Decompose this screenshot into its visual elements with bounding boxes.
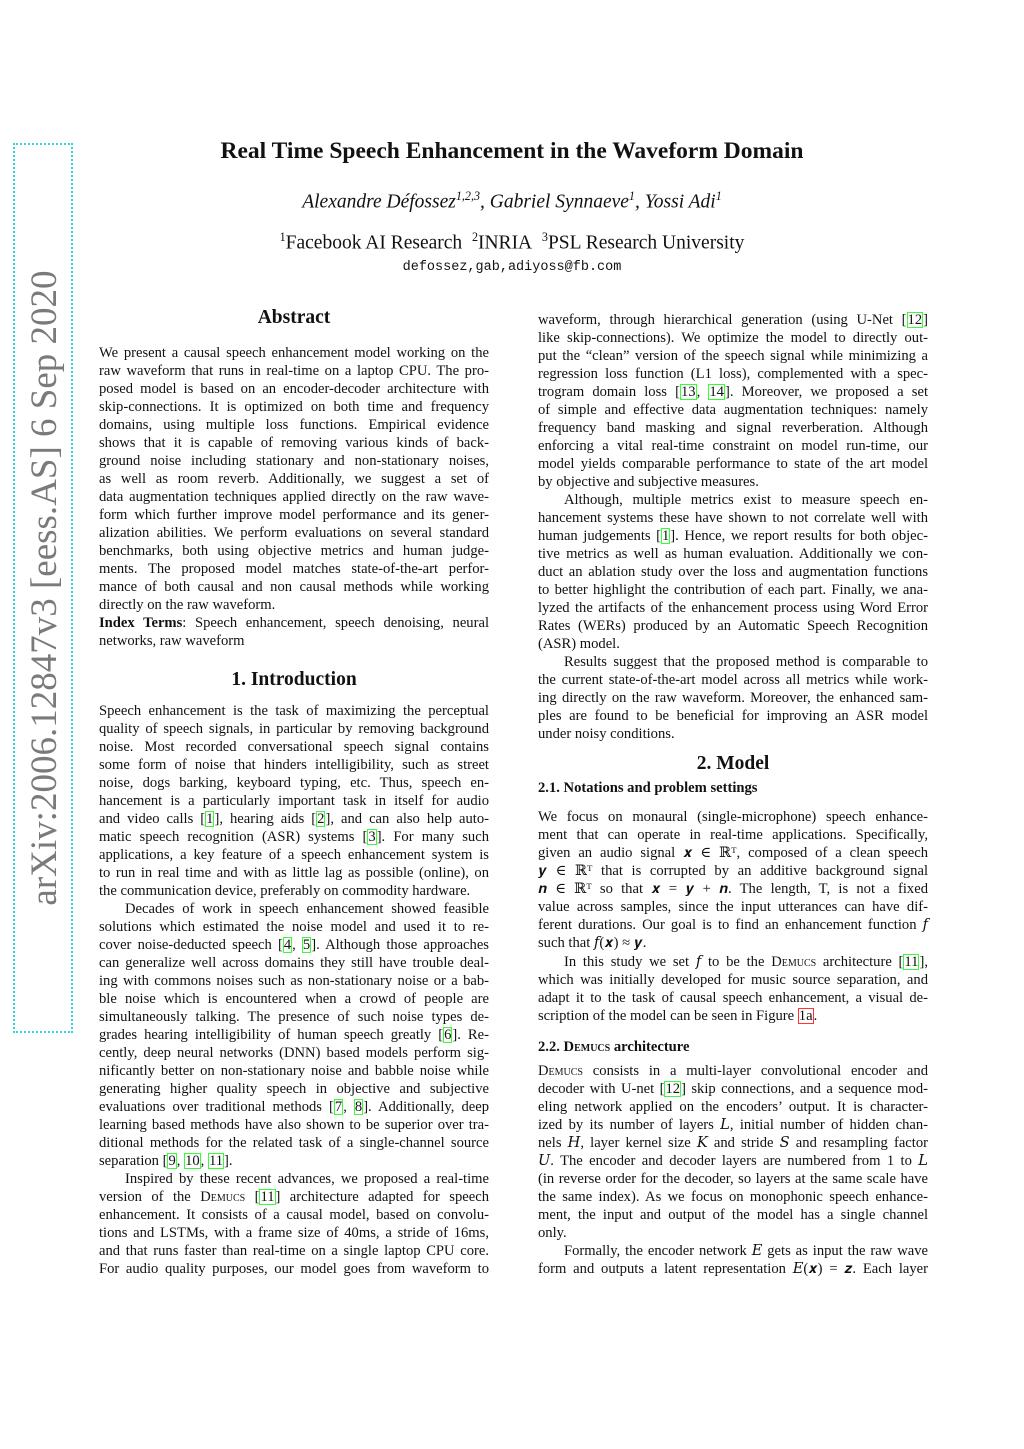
paragraph [538, 953, 928, 1025]
text-line: put the “clean” version of the speech signal while minimizing a [538, 348, 928, 364]
text-line: under noisy conditions. [538, 726, 675, 742]
text-line: skip-connections. It is optimized on both time and frequency [99, 399, 489, 415]
paragraph [99, 900, 489, 1170]
text-line: frequency band masking and signal reverberation. Although [538, 420, 928, 436]
text-line: tions and LSTMs, with a frame size of 40ms, a stride of 16ms, [99, 1225, 489, 1241]
text-line: of simple and effective data augmentation techniques: namely [538, 402, 928, 418]
text-line: the communication device, preferably on commodity hardware. [99, 883, 471, 899]
citation-link[interactable]: 12 [665, 1081, 681, 1097]
affiliation-name: Facebook AI Research [285, 232, 463, 254]
text-line: duct an ablation study over the loss and augmentation functions [538, 564, 928, 580]
text-line: We present a causal speech enhancement model working on the [99, 345, 489, 361]
text-line: Formally, the encoder network 𝐸 gets as input the raw wave [564, 1243, 928, 1259]
text-line: generating higher quality speech in objective and subjective [99, 1081, 489, 1097]
paragraph [538, 1242, 928, 1278]
text-line: noise. Most recorded conversational speech signal contains [99, 739, 489, 755]
text-line: 𝒏 ∈ ℝᵀ so that 𝒙 = 𝒚 + 𝒏. The length, T, is not a fixed [538, 881, 928, 897]
index-terms-label: Index Terms [99, 615, 183, 631]
text-line: posed model is based on an encoder-decoder architecture with [99, 381, 489, 397]
author-list: Alexandre Défossez$^{1,2,3}$, Gabriel Synnaeve$^1$, Yossi Adi$^1$ [302, 189, 722, 213]
text-line: nels 𝐻, layer kernel size 𝐾 and stride 𝑆 and resampling factor [538, 1135, 928, 1151]
citation-link[interactable]: 2 [317, 811, 325, 827]
text-line: adapt it to the task of causal speech enhancement, a visual de- [538, 990, 928, 1006]
text-line: and video calls [1], hearing aids [2], and can also help auto- [99, 811, 489, 827]
text-line: We focus on monaural (single-microphone) speech enhance- [538, 809, 928, 825]
text-line: to run in real time and with as little lag as possible (online), on [99, 865, 489, 881]
text-line: version of the Demucs [11] architecture adapted for speech [99, 1189, 489, 1205]
model-heading: 2. Model [696, 753, 770, 774]
citation-link[interactable]: 8 [354, 1099, 363, 1115]
text-line: alization abilities. We perform evaluations on several standard [99, 525, 489, 541]
text-line: human judgements [1]. Hence, we report results for both objec- [538, 528, 928, 544]
citation-link[interactable]: 11 [208, 1153, 224, 1169]
paragraph [99, 702, 489, 900]
author-affiliation-mark: 1 [715, 189, 722, 203]
text-line: separation [9, 10, 11]. [99, 1153, 233, 1169]
text-line: the current state-of-the-art model across all metrics while work- [538, 672, 928, 688]
text-line: waveform, through hierarchical generation (using U-Net [12] [538, 312, 928, 328]
citation-link[interactable]: 11 [904, 954, 919, 970]
abstract-heading: Abstract [257, 307, 331, 328]
text-line: trogram domain loss [13, 14]. Moreover, we proposed a set [538, 384, 929, 400]
text-line: value across samples, since the input utterances can have dif- [538, 899, 928, 915]
text-line: decoder with U-net [12] skip connections, and a sequence mod- [538, 1081, 928, 1097]
text-line: Demucs consists in a multi-layer convolutional encoder and [538, 1063, 928, 1079]
text-line: (ASR) model. [538, 636, 620, 652]
arxiv-identifier-stamp: arXiv:2006.12847v3 [eess.AS] 6 Sep 2020 [13, 143, 73, 1033]
affiliation-name: INRIA [477, 232, 533, 254]
affiliation-number: 2 [471, 230, 478, 244]
citation-link[interactable]: 12 [907, 312, 923, 328]
text-line: eling network applied on the encoders’ output. It is character- [538, 1099, 928, 1115]
author-emails: defossez,gab,adiyoss@fb.com [402, 260, 622, 275]
text-line: model yields comparable performance to state of the art model [538, 456, 928, 472]
citation-link[interactable]: 11 [260, 1189, 275, 1205]
text-line: like skip-connections). We optimize the model to directly out- [538, 330, 928, 346]
citation-link[interactable]: 1 [661, 528, 670, 544]
text-line: and that runs faster than real-time on a single laptop CPU core. [99, 1243, 489, 1259]
text-line: cently, deep neural networks (DNN) based models perform sig- [99, 1045, 489, 1061]
text-line: data augmentation techniques applied directly on the raw wave- [99, 489, 489, 505]
text-line: Inspired by these recent advances, we proposed a real-time [125, 1171, 489, 1187]
text-line: enforcing a vital real-time constraint on model run-time, our [538, 438, 928, 454]
citation-link[interactable]: 7 [334, 1099, 343, 1115]
text-line: domains, using multiple loss functions. Empirical evidence [99, 417, 489, 433]
text-line: ples are found to be beneficial for improving an ASR model [538, 708, 928, 724]
text-line: hancement systems these have shown to not correlate well with [538, 510, 928, 526]
affiliation-number: 1 [279, 230, 286, 244]
author-name: Yossi Adi [644, 191, 716, 213]
text-line: ground noise including stationary and non-stationary noises, [99, 453, 489, 469]
text-line: 𝒚 ∈ ℝᵀ that is corrupted by an additive background signal [538, 863, 928, 879]
text-line: ment that can operate in real-time applications. Specifically, [538, 827, 928, 843]
text-line: grades hearing intelligibility of human speech greatly [6]. Re- [99, 1027, 489, 1043]
text-line: Results suggest that the proposed method is comparable to [564, 654, 928, 670]
text-line: enhancement. It consists of a causal model, based on convolu- [99, 1207, 489, 1223]
text-line: mance of both causal and non causal methods while working [99, 579, 489, 595]
citation-link[interactable]: 13 [680, 384, 696, 400]
text-line: For audio quality purposes, our model goes from waveform to [99, 1261, 489, 1277]
text-line: simultaneously talking. The presence of such noise types de- [99, 1009, 489, 1025]
text-line: can generalize well across domains they still have trouble deal- [99, 955, 489, 971]
text-line: (in reverse order for the decoder, so layers at the same scale have [538, 1171, 928, 1187]
paragraph [538, 808, 928, 952]
text-line: directly on the raw waveform. [99, 597, 276, 613]
text-line: In this study we set 𝑓 to be the Demucs architecture [11], [564, 954, 928, 970]
author-affiliation-mark: 1 [628, 189, 635, 203]
text-line: scription of the model can be seen in Figure 1a. [538, 1008, 818, 1024]
text-line: hancement is a particularly important task in itself for audio [99, 793, 489, 809]
text-line: evaluations over traditional methods [7, 8]. Additionally, deep [99, 1099, 490, 1115]
demucs-subheading: 2.2. Demucs architecture [538, 1039, 690, 1055]
text-line: ferent durations. Our goal is to find an enhancement function 𝑓 [538, 917, 928, 933]
text-line: the same index). As we focus on monophonic speech enhance- [538, 1189, 928, 1205]
text-line: noise, dogs barking, keyboard typing, etc. Thus, speech en- [99, 775, 489, 791]
text-line: ditional methods for the related task of a single-channel source [99, 1135, 489, 1151]
text-line: which was initially developed for music source separation, and [538, 972, 928, 988]
text-line: nificantly better on non-stationary noise and babble noise while [99, 1063, 489, 1079]
text-line: ized by its number of layers 𝐿, initial number of hidden chan- [538, 1117, 928, 1133]
paragraph [99, 344, 489, 614]
text-line: ments. The proposed model matches state-of-the-art perfor- [99, 561, 489, 577]
text-line: ing with commons noises such as non-stationary noise or a bab- [99, 973, 489, 989]
text-line: given an audio signal 𝒙 ∈ ℝᵀ, composed of a clean speech [538, 845, 928, 861]
text-line: to better highlight the contribution of each part. Finally, we ana- [538, 582, 928, 598]
citation-link[interactable]: 10 [185, 1153, 200, 1169]
text-line: tive metrics as well as human evaluation. Additionally we con- [538, 546, 928, 562]
affiliations [0, 230, 1024, 255]
author-affiliation-mark: 1,2,3 [455, 189, 480, 203]
text-line: benchmarks, both using objective metrics and human judge- [99, 543, 489, 559]
text-line: matic speech recognition (ASR) systems [3]. For many such [99, 829, 490, 845]
notations-subheading: 2.1. Notations and problem settings [538, 780, 758, 796]
citation-link[interactable]: 9 [168, 1153, 176, 1169]
text-line: raw waveform that runs in real-time on a laptop CPU. The pro- [99, 363, 489, 379]
author-name: Gabriel Synnaeve [489, 191, 629, 213]
citation-link[interactable]: 5 [302, 937, 311, 953]
text-line: ble noise which is encountered when a crowd of people are [99, 991, 489, 1007]
citation-link[interactable]: 14 [709, 384, 724, 400]
text-line: such that 𝑓(𝒙) ≈ 𝒚. [538, 935, 647, 951]
index-terms-text: networks, raw waveform [99, 633, 245, 649]
text-line: as well as room reverb. Additionally, we suggest a set of [99, 471, 489, 487]
introduction-heading: 1. Introduction [231, 669, 357, 690]
text-line: only. [538, 1225, 567, 1241]
text-line: quality of speech signals, in particular by removing background [99, 721, 489, 737]
paragraph [538, 653, 928, 743]
text-line: form which further improve model performance and its gener- [99, 507, 489, 523]
citation-link[interactable]: 3 [368, 829, 376, 845]
index-terms-text: : Speech enhancement, speech denoising, neural [182, 615, 489, 631]
text-line: cover noise-deducted speech [4, 5]. Although those approaches [99, 937, 489, 953]
citation-link[interactable]: 4 [283, 937, 292, 953]
text-line: by objective and subjective measures. [538, 474, 759, 490]
paragraph [99, 1170, 489, 1278]
affiliation-number: 3 [541, 230, 548, 244]
text-line: form and outputs a latent representation 𝐸(𝒙) = 𝒛. Each layer [538, 1261, 928, 1277]
text-line: lyzed the artifacts of the enhancement process using Word Error [538, 600, 928, 616]
text-line: ing directly on the raw waveform. Moreover, the enhanced sam- [538, 690, 928, 706]
paragraph [538, 491, 928, 653]
citation-link[interactable]: 1 [206, 811, 214, 827]
text-line: Although, multiple metrics exist to measure speech en- [564, 492, 928, 508]
text-line: Speech enhancement is the task of maximizing the perceptual [99, 703, 489, 719]
affiliation-name: PSL Research University [547, 232, 745, 254]
text-line: some form of noise that hinders intelligibility, such as street [99, 757, 489, 773]
text-line: solutions which estimated the noise model and used it to re- [99, 919, 489, 935]
text-line: regression loss function (L1 loss), complemented with a spec- [538, 366, 928, 382]
text-line: Decades of work in speech enhancement showed feasible [125, 901, 489, 917]
text-line: Rates (WERs) produced by an Automatic Speech Recognition [538, 618, 928, 634]
text-line: applications, a key feature of a speech enhancement system is [99, 847, 489, 863]
text-line: ment, the input and output of the model has a single channel [538, 1207, 928, 1223]
citation-link[interactable]: 6 [444, 1027, 452, 1043]
author-name: Alexandre Défossez [302, 191, 456, 213]
paragraph [538, 1062, 928, 1242]
paragraph [538, 311, 928, 491]
text-line: learning based methods have also shown to be superior over tra- [99, 1117, 489, 1133]
paper-title: Real Time Speech Enhancement in the Waveform Domain [220, 138, 804, 164]
text-line: shows that it is capable of removing various kinds of back- [99, 435, 489, 451]
figure-reference-link[interactable]: 1a [798, 1008, 813, 1024]
index-terms [99, 614, 489, 650]
text-line: 𝑈. The encoder and decoder layers are numbered from 1 to 𝐿 [538, 1153, 928, 1169]
